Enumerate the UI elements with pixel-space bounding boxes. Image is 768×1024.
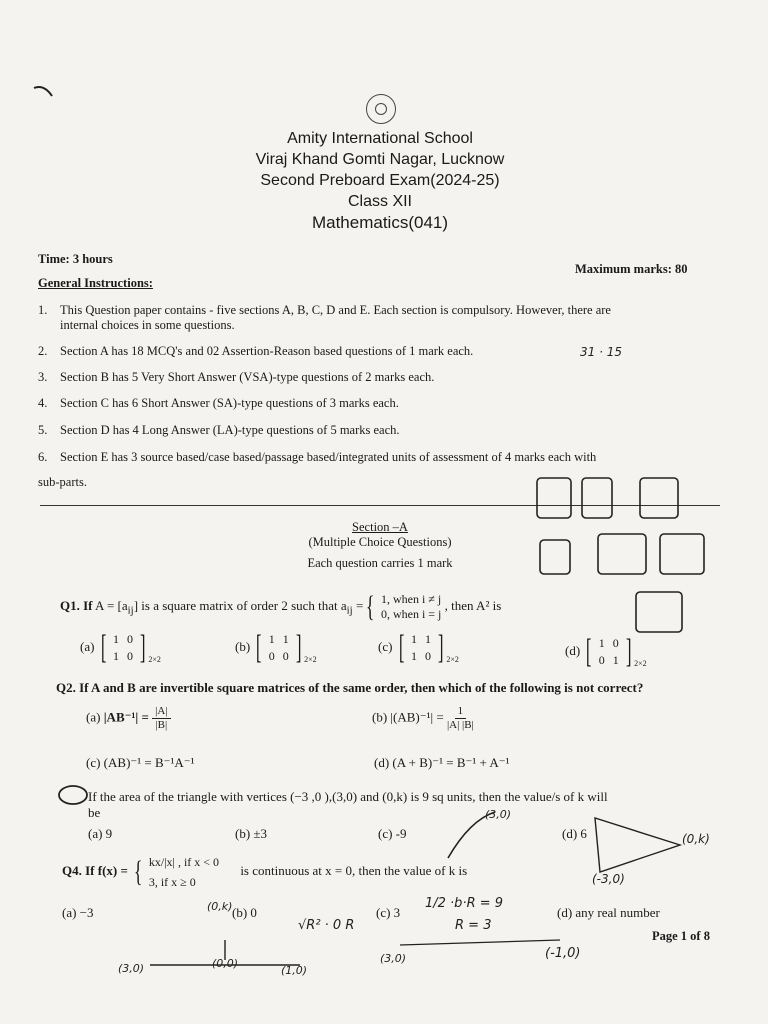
hand-note-10: (-1,0): [545, 946, 581, 961]
section-note: Each question carries 1 mark: [307, 556, 453, 570]
question-2: Q2. If A and B are invertible square matrices of the same order, then which of the following is not correct?: [56, 680, 644, 695]
question-3: If the area of the triangle with vertices (−3 ,0 ),(3,0) and (0,k) is 9 sq units, then the value/s of k will be: [88, 789, 608, 820]
q3-option-d[interactable]: (d) 6: [562, 826, 587, 841]
hand-note-13: (1,0): [281, 964, 308, 977]
subject-name: Mathematics(041): [311, 213, 449, 232]
hand-note-11: (3,0): [118, 962, 145, 975]
q4-option-b[interactable]: (b) 0: [232, 905, 257, 920]
instruction-4: 4. Section C has 6 Short Answer (SA)-type questions of 3 marks each.: [38, 396, 399, 410]
max-marks: Maximum marks: 80: [575, 262, 688, 276]
q4-option-c[interactable]: (c) 3: [376, 905, 401, 920]
q2-option-b[interactable]: (b) |(AB)⁻¹| = $\frac{1}{|A| |B|}$: [372, 705, 474, 731]
instruction-3: 3. Section B has 5 Very Short Answer (VSA)-type questions of 2 marks each.: [38, 370, 435, 384]
hand-note-2: (3,0): [485, 808, 512, 821]
q2-option-a[interactable]: (a) |AB⁻¹| = $\frac{|A|}{|B|}$: [86, 705, 171, 732]
question-1: Q1. If $A = [a_{ij}]$ is a square matrix of order 2 such that $a_{ij}$ ={ 1, when i ≠ j 0, when i = j , then A² is: [60, 590, 502, 623]
hand-note-6: 1/2 ·b·R = 9: [425, 896, 504, 911]
exam-name: Second Preboard Exam(2024-25): [260, 172, 500, 189]
school-name: Amity International School: [287, 130, 473, 147]
q1-option-a[interactable]: (a) [ 1 0 1 0 ] $_{2\times 2}$: [80, 629, 161, 666]
instruction-2: 2. Section A has 18 MCQ's and 02 Assertion-Reason based questions of 1 mark each.: [38, 344, 474, 358]
hand-note-3: (0,k): [682, 832, 710, 846]
q1-option-b[interactable]: (b) [ 1 1 0 0 ] $_{2\times 2}$: [235, 629, 317, 666]
time-label: Time: 3 hours: [38, 252, 113, 266]
q2-option-c[interactable]: (c) (AB)⁻¹ = B⁻¹A⁻¹: [86, 755, 195, 770]
hand-note-4: (-3,0): [592, 872, 625, 886]
q4-option-a[interactable]: (a) −3: [62, 905, 94, 920]
class-name: Class XII: [347, 193, 412, 210]
hand-note-9: (3,0): [380, 952, 407, 965]
hand-note-7: R = 3: [455, 918, 492, 933]
q4-option-d[interactable]: (d) any real number: [557, 905, 660, 920]
q2-option-d[interactable]: (d) (A + B)⁻¹ = B⁻¹ + A⁻¹: [374, 755, 510, 770]
section-subtitle: (Multiple Choice Questions): [308, 535, 452, 549]
question-4: Q4. If f(x) = { kx/|x| , if x < 0 3, if x ≥ 0 is continuous at x = 0, then the value of k is: [62, 855, 468, 889]
q3-option-c[interactable]: (c) -9: [378, 826, 407, 841]
q3-option-a[interactable]: (a) 9: [88, 826, 113, 841]
page-number: Page 1 of 8: [652, 929, 710, 943]
instruction-6: 6. Section E has 3 source based/case based/passage based/integrated units of assessment of 4 marks each with sub-parts.: [38, 450, 597, 489]
q1-option-d[interactable]: (d) [ 1 0 0 1 ] $_{2\times 2}$: [565, 633, 647, 670]
q1-option-c[interactable]: (c) [ 1 1 1 0 ] $_{2\times 2}$: [378, 629, 459, 666]
school-address: Viraj Khand Gomti Nagar, Lucknow: [255, 151, 505, 168]
hand-note-1: 31 · 15: [580, 345, 622, 359]
section-title: Section –A: [352, 520, 408, 534]
instructions-title: General Instructions:: [38, 276, 153, 290]
instruction-1: 1. This Question paper contains - five sections A, B, C, D and E. Each section is compulsory. However, there are internal choices in some questions.: [38, 303, 611, 332]
instruction-5: 5. Section D has 4 Long Answer (LA)-type questions of 5 marks each.: [38, 423, 400, 437]
hand-note-5: (0,k): [207, 900, 233, 913]
hand-note-12: (0,0): [212, 957, 239, 970]
hand-note-8: √R² · 0 R: [298, 918, 355, 933]
q3-option-b[interactable]: (b) ±3: [235, 826, 268, 841]
